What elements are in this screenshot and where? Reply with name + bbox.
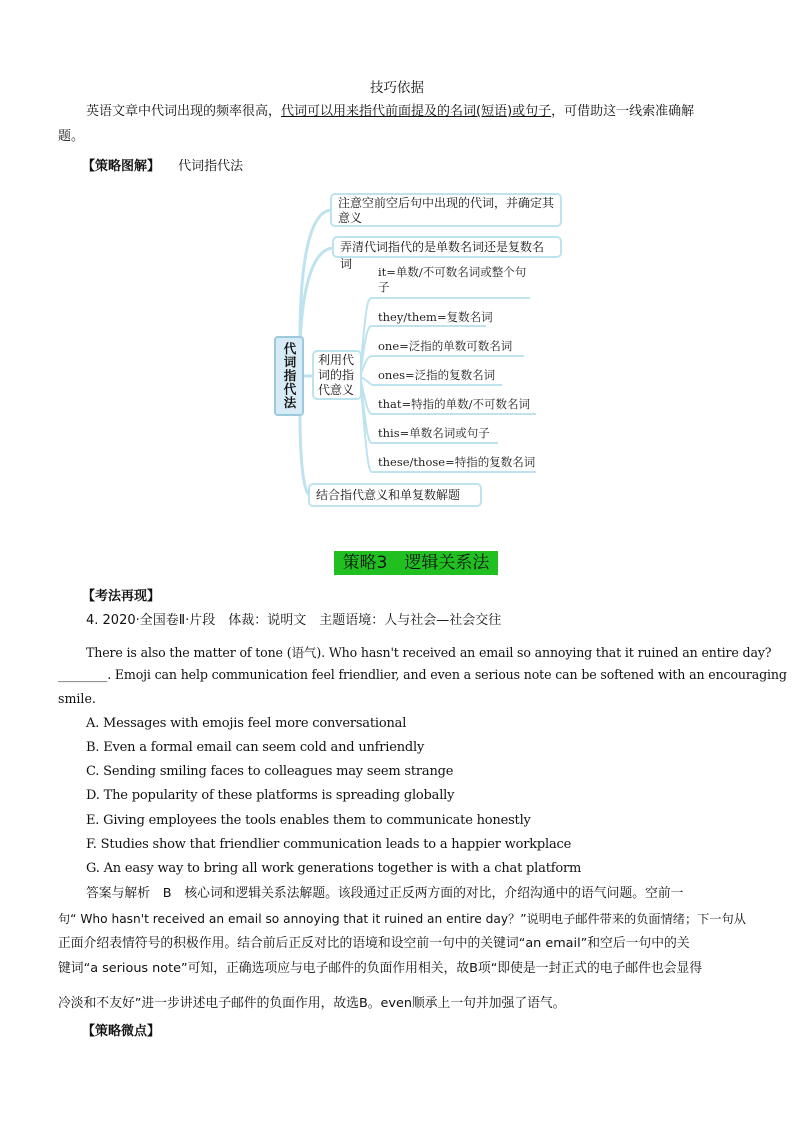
mindmap-branch-1: 注意空前空后句中出现的代词，并确定其意义	[330, 193, 562, 227]
option-d: D. The popularity of these platforms is spreading globally	[86, 788, 455, 803]
strategy-banner: 策略3 逻辑关系法	[334, 551, 498, 575]
passage-line-2-text: . Emoji can help communication feel friendlier, and even a serious note can be softened with an encouraging	[107, 667, 787, 682]
mindmap-leaf-4: ones=泛指的复数名词	[378, 368, 496, 382]
mindmap-leaf-2: they/them=复数名词	[378, 310, 493, 324]
mindmap-leaf-6: this=单数名词或句子	[378, 426, 490, 440]
option-b: B. Even a formal email can seem cold and unfriendly	[86, 740, 425, 755]
intro-text-pre: 英语文章中代词出现的频率很高，	[86, 104, 282, 119]
option-f: F. Studies show that friendlier communication leads to a happier workplace	[86, 837, 572, 852]
passage-line-3: smile.	[58, 691, 96, 706]
mindmap-leaf-5: that=特指的单数/不可数名词	[378, 397, 531, 411]
intro-text-post: ，可借助这一线索准确解	[551, 104, 695, 119]
answer-line-5: 冷淡和不友好”进一步讲述电子邮件的负面作用，故选B。even顺承上一句并加强了语气。	[58, 996, 566, 1011]
passage-line-1: There is also the matter of tone (语气). Who hasn't received an email so annoying that it ruined an entire day?	[86, 645, 772, 660]
mindmap-branch-2: 弄清代词指代的是单数名词还是复数名词	[332, 236, 562, 258]
answer-line-1: 答案与解析 B 核心词和逻辑关系法解题。该段通过正反两方面的对比，介绍沟通中的语气问题。空前一	[86, 886, 684, 901]
option-c: C. Sending smiling faces to colleagues may seem strange	[86, 764, 454, 779]
connector-branch1	[300, 210, 332, 340]
connector-branch4	[300, 415, 310, 495]
exam-label: 【考法再现】	[82, 589, 161, 604]
mindmap-leaf-1: it=单数/不可数名词或整个句子	[378, 265, 527, 294]
mindmap-branch-3: 利用代词的指代意义	[312, 350, 362, 400]
option-a: A. Messages with emojis feel more conversational	[86, 716, 407, 731]
option-g: G. An easy way to bring all work generations together is with a chat platform	[86, 861, 582, 876]
tips-label: 【策略微点】	[82, 1024, 161, 1039]
answer-line-3: 正面介绍表情符号的积极作用。结合前后正反对比的语境和设空前一句中的关键词“an email”和空后一句中的关	[58, 936, 690, 951]
mindmap-leaf-7: these/those=特指的复数名词	[378, 455, 536, 469]
intro-line-2: 题。	[58, 129, 85, 144]
answer-line-4: 键词“a serious note”可知，正确选项应与电子邮件的负面作用相关，故B项“即使是一封正式的电子邮件也会显得	[58, 961, 703, 976]
mindmap-root: 代词指代法	[274, 336, 304, 416]
option-e: E. Giving employees the tools enables them to communicate honestly	[86, 813, 531, 828]
intro-text-underlined: 代词可以用来指代前面提及的名词(短语)或句子	[281, 104, 552, 119]
answer-line-2: 句“ Who hasn't received an email so annoying that it ruined an entire day？”说明电子邮件带来的负面情绪；下一句从	[58, 912, 746, 926]
question-meta: 4. 2020·全国卷Ⅱ·片段 体裁：说明文 主题语境：人与社会—社会交往	[86, 613, 502, 628]
section-heading: 技巧依据	[370, 80, 424, 96]
mindmap-branch-4: 结合指代意义和单复数解题	[308, 483, 482, 507]
strategy-diagram-label: 【策略图解】	[82, 159, 161, 174]
mindmap-leaf-3: one=泛指的单数可数名词	[378, 339, 513, 353]
passage-line-2	[58, 667, 787, 682]
passage-blank: ________	[58, 667, 108, 682]
strategy-diagram-title: 代词指代法	[178, 159, 244, 174]
